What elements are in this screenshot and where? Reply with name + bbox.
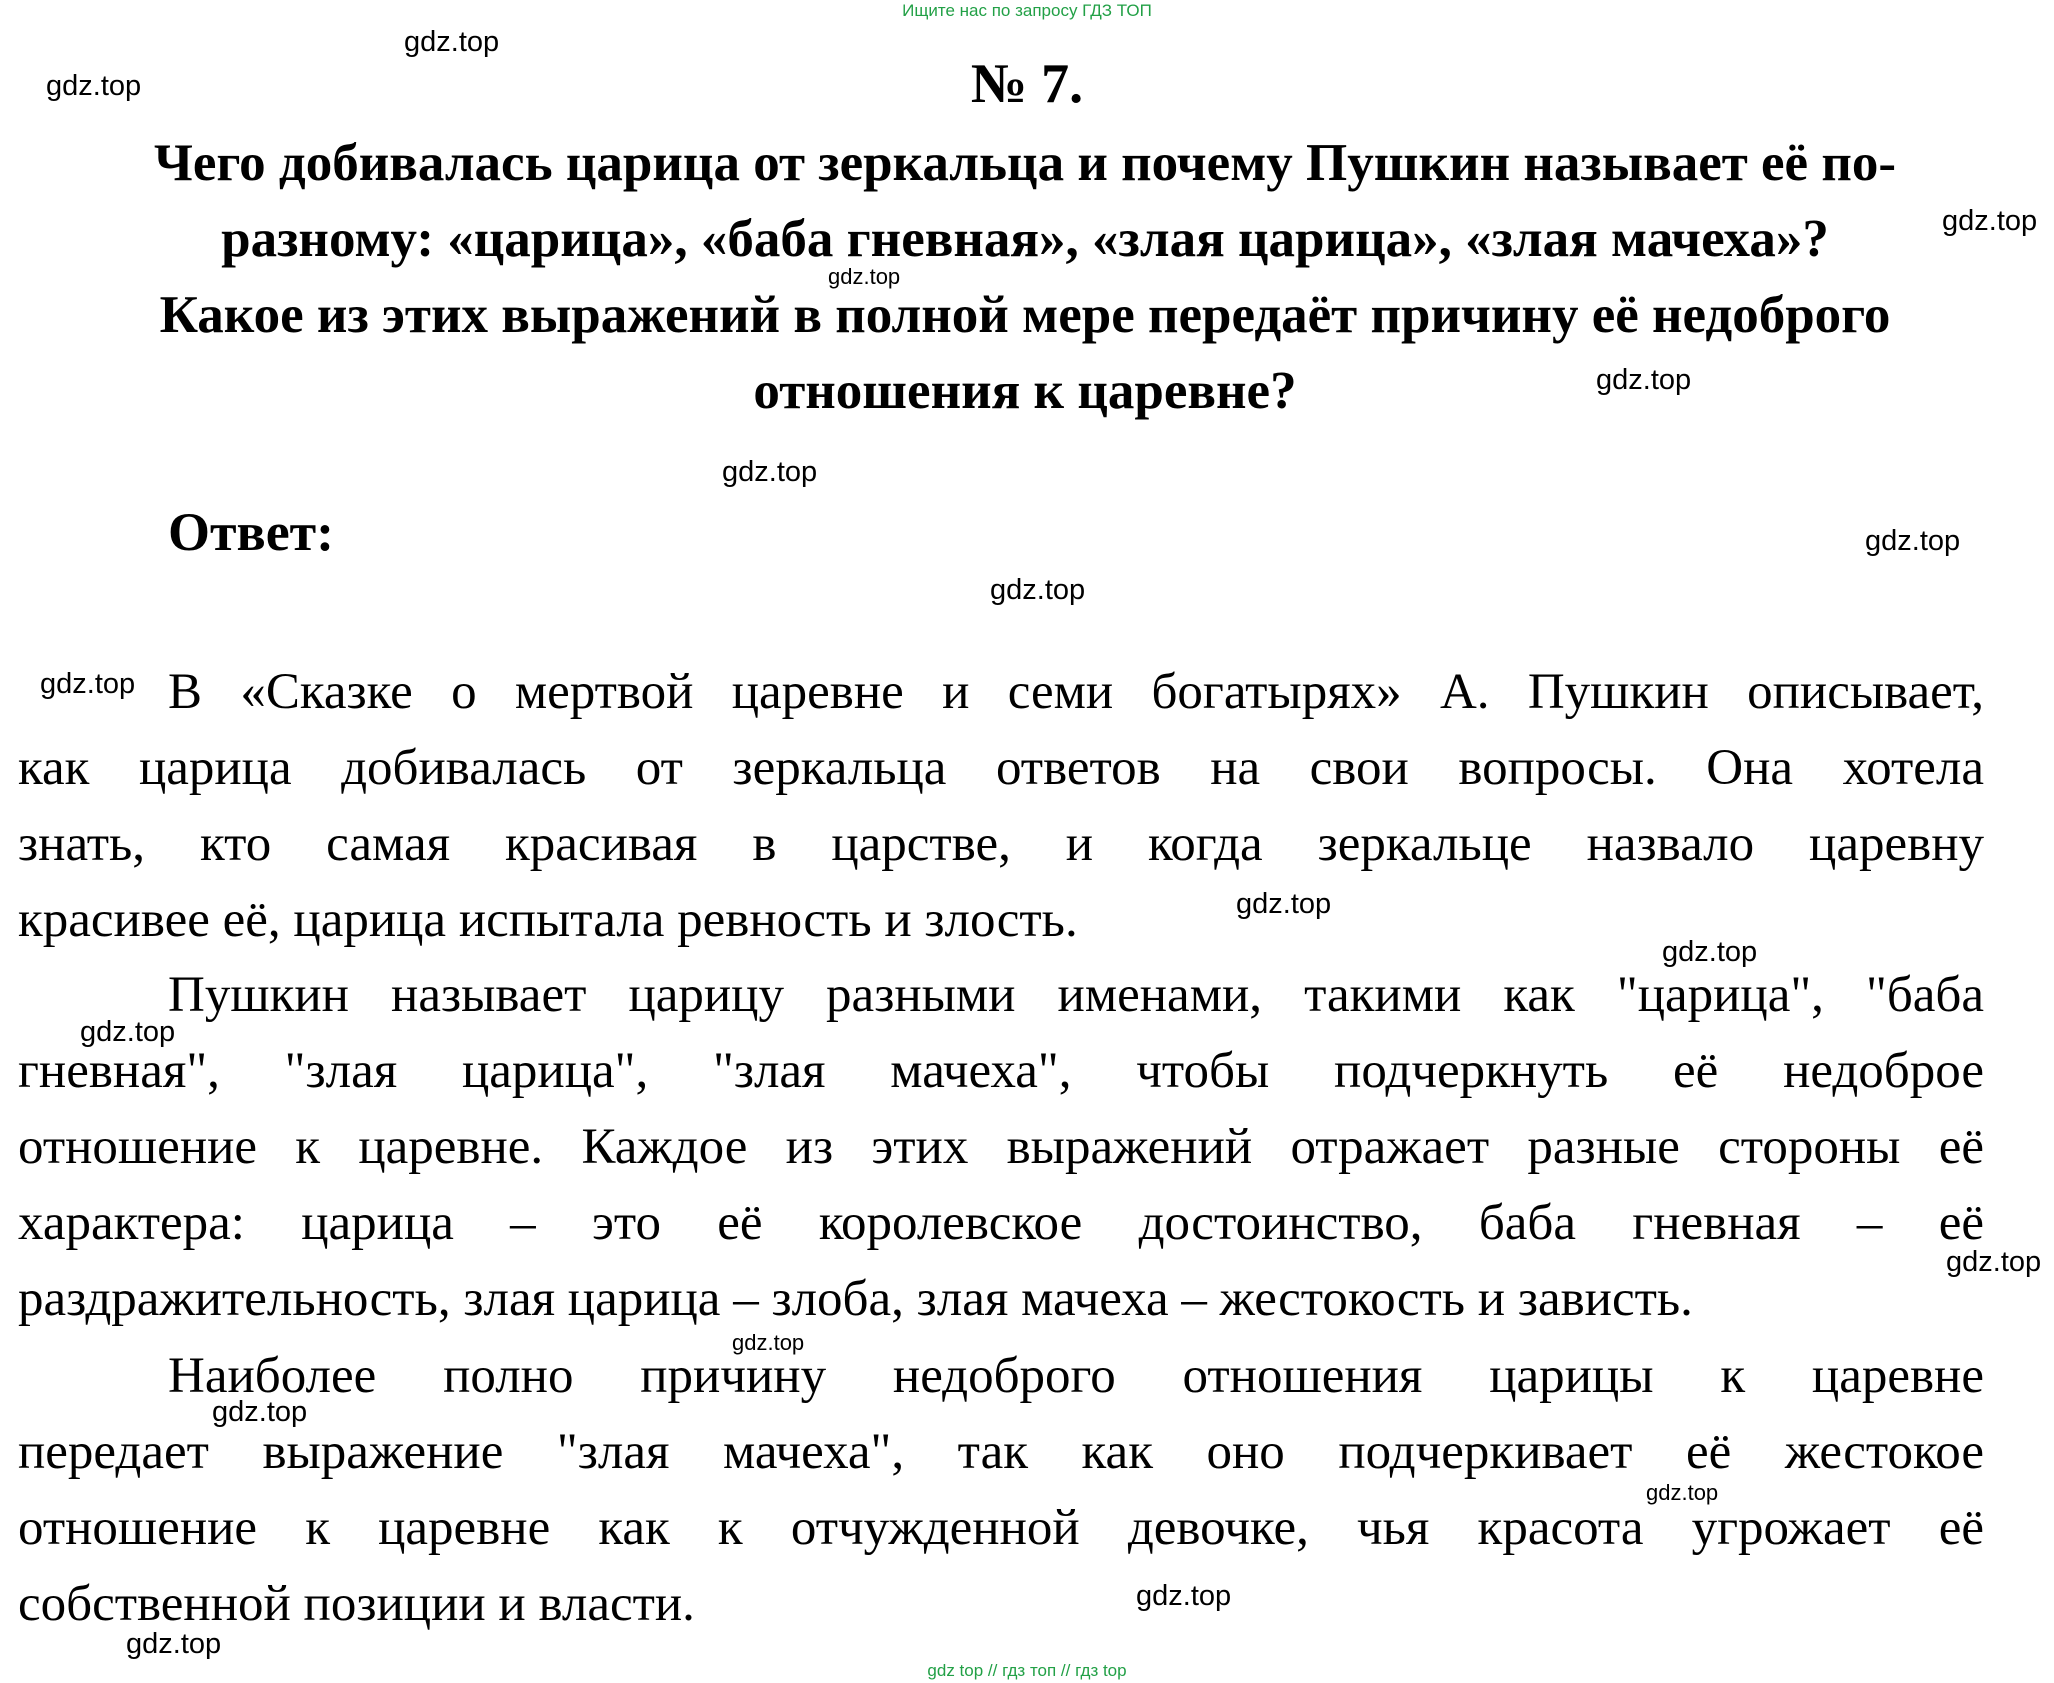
- question-line: Чего добивалась царица от зеркальца и почему Пушкин называет её по-: [153, 134, 1897, 192]
- question-line: отношения к царевне?: [753, 362, 1297, 420]
- watermark: gdz.top: [404, 26, 500, 58]
- watermark: gdz.top: [722, 456, 818, 488]
- watermark: gdz.top: [1646, 1480, 1719, 1505]
- watermark: gdz.top: [46, 70, 142, 102]
- exercise-number: № 7.: [970, 53, 1084, 115]
- watermark: gdz.top: [126, 1628, 222, 1660]
- paragraph-line: отношение к царевне. Каждое из этих выражений отражает разные стороны её: [18, 1119, 1984, 1175]
- watermark: gdz.top: [1662, 936, 1758, 968]
- paragraph-line: гневная", "злая царица", "злая мачеха", чтобы подчеркнуть её недоброе: [18, 1043, 1984, 1099]
- watermark: gdz.top: [990, 574, 1086, 606]
- watermark: gdz.top: [1596, 364, 1692, 396]
- answer-label: Ответ:: [168, 502, 335, 562]
- paragraph-line: В «Сказке о мертвой царевне и семи богатырях» А. Пушкин описывает,: [168, 664, 1984, 720]
- paragraph-line: собственной позиции и власти.: [18, 1576, 695, 1632]
- paragraph-line: Пушкин называет царицу разными именами, такими как "царица", "баба: [168, 967, 1984, 1023]
- question-line: разному: «царица», «баба гневная», «злая царица», «злая мачеха»?: [221, 210, 1829, 268]
- watermark: gdz.top: [1136, 1580, 1232, 1612]
- top-banner[interactable]: Ищите нас по запросу ГДЗ ТОП: [902, 1, 1152, 20]
- paragraph-line: отношение к царевне как к отчужденной девочке, чья красота угрожает её: [18, 1500, 1984, 1556]
- question-line: Какое из этих выражений в полной мере передаёт причину её недоброго: [159, 286, 1891, 344]
- paragraph-line: раздражительность, злая царица – злоба, злая мачеха – жестокость и зависть.: [18, 1271, 1693, 1327]
- watermark: gdz.top: [732, 1330, 805, 1355]
- watermark: gdz.top: [1236, 888, 1332, 920]
- answer-paragraph-2: [18, 957, 1984, 1337]
- paragraph-line: как царица добивалась от зеркальца ответов на свои вопросы. Она хотела: [18, 740, 1984, 796]
- paragraph-line: передает выражение "злая мачеха", так как оно подчеркивает её жестокое: [18, 1424, 1984, 1480]
- watermark: gdz.top: [1865, 525, 1961, 557]
- paragraph-line: Наиболее полно причину недоброго отношения царицы к царевне: [168, 1348, 1984, 1404]
- watermark: gdz.top: [828, 264, 901, 289]
- watermark: gdz.top: [1946, 1246, 2042, 1278]
- watermark: gdz.top: [80, 1016, 176, 1048]
- watermark: gdz.top: [40, 668, 136, 700]
- paragraph-line: красивее её, царица испытала ревность и злость.: [18, 892, 1078, 948]
- paragraph-line: характера: царица – это её королевское достоинство, баба гневная – её: [18, 1195, 1984, 1251]
- watermark: gdz.top: [1942, 205, 2038, 237]
- paragraph-line: знать, кто самая красивая в царстве, и когда зеркальце назвало царевну: [18, 816, 1984, 872]
- answer-paragraph-1: [18, 654, 1984, 958]
- footer-links[interactable]: gdz top // гдз топ // гдз top: [927, 1661, 1127, 1680]
- question-text: [40, 125, 2010, 429]
- watermark: gdz.top: [212, 1396, 308, 1428]
